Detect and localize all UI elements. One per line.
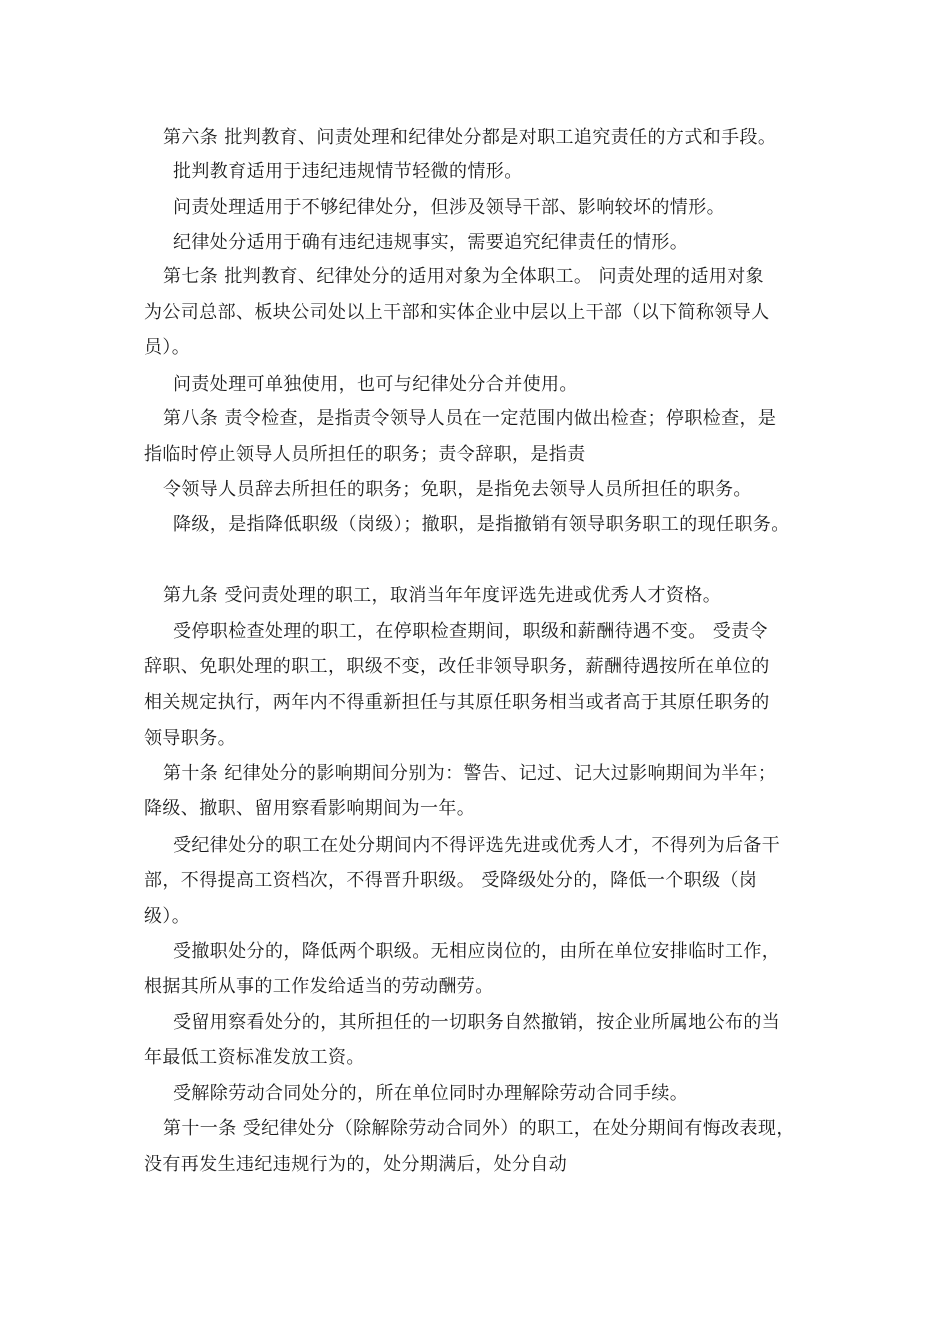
text-line: 降级、撤职、留用察看影响期间为一年。 — [144, 798, 476, 819]
text-line: 问责处理适用于不够纪律处分，但涉及领导干部、影响较坏的情形。 — [173, 197, 725, 218]
text-line: 第八条 责令检查，是指责令领导人员在一定范围内做出检查；停职检查，是 — [163, 408, 777, 429]
text-line: 第六条 批判教育、问责处理和纪律处分都是对职工追究责任的方式和手段。 — [163, 127, 777, 148]
text-line: 第七条 批判教育、纪律处分的适用对象为全体职工。 问责处理的适用对象 — [163, 266, 765, 287]
text-line: 受纪律处分的职工在处分期间内不得评选先进或优秀人才，不得列为后备干 — [173, 835, 781, 856]
text-line: 没有再发生违纪违规行为的，处分期满后，处分自动 — [144, 1154, 568, 1175]
text-line: 部，不得提高工资档次，不得晋升职级。 受降级处分的，降低一个职级（岗 — [144, 870, 758, 891]
text-line: 受解除劳动合同处分的，所在单位同时办理解除劳动合同手续。 — [173, 1083, 689, 1104]
text-line: 受留用察看处分的，其所担任的一切职务自然撤销，按企业所属地公布的当 — [173, 1012, 781, 1033]
text-line: 令领导人员辞去所担任的职务；免职，是指免去领导人员所担任的职务。 — [163, 479, 752, 500]
text-line: 领导职务。 — [144, 728, 236, 749]
text-line: 第十条 纪律处分的影响期间分别为：警告、记过、记大过影响期间为半年； — [163, 763, 777, 784]
text-line: 问责处理可单独使用，也可与纪律处分合并使用。 — [173, 374, 578, 395]
text-line: 指临时停止领导人员所担任的职务；责令辞职，是指责 — [144, 444, 586, 465]
text-line: 年最低工资标准发放工资。 — [144, 1047, 365, 1068]
text-line: 相关规定执行，两年内不得重新担任与其原任职务相当或者高于其原任职务的 — [144, 692, 770, 713]
text-line: 员）。 — [144, 337, 191, 358]
text-line: 纪律处分适用于确有违纪违规事实，需要追究纪律责任的情形。 — [173, 232, 689, 253]
text-line: 受撤职处分的，降低两个职级。无相应岗位的，由所在单位安排临时工作， — [173, 941, 781, 962]
text-line: 批判教育适用于违纪违规情节轻微的情形。 — [173, 161, 523, 182]
text-line: 级）。 — [144, 906, 191, 927]
text-line: 受停职检查处理的职工，在停职检查期间，职级和薪酬待遇不变。 受责令 — [173, 621, 768, 642]
text-line: 降级，是指降低职级（岗级）；撤职，是指撤销有领导职务职工的现任职务。 — [173, 514, 790, 535]
text-line: 为公司总部、板块公司处以上干部和实体企业中层以上干部（以下简称领导人 — [144, 302, 770, 323]
text-line: 辞职、免职处理的职工，职级不变，改任非领导职务，薪酬待遇按所在单位的 — [144, 656, 770, 677]
text-line: 第十一条 受纪律处分（除解除劳动合同外）的职工，在处分期间有悔改表现， — [163, 1118, 795, 1139]
text-line: 第九条 受问责处理的职工，取消当年年度评选先进或优秀人才资格。 — [163, 585, 722, 606]
text-line: 根据其所从事的工作发给适当的劳动酬劳。 — [144, 976, 494, 997]
